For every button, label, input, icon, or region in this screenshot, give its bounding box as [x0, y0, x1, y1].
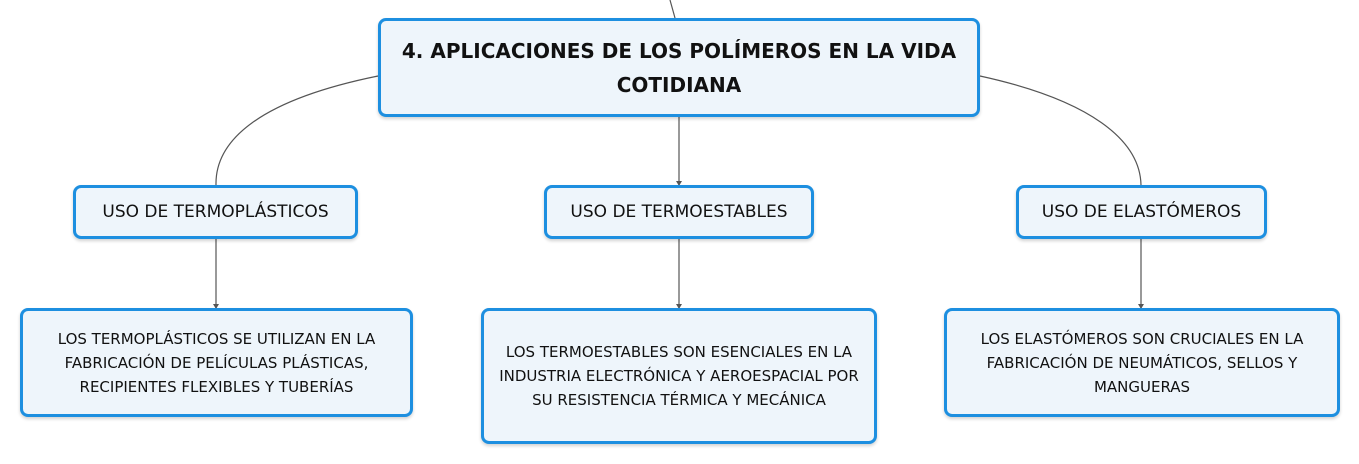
detail-thermosets-text: LOS TERMOESTABLES SON ESENCIALES EN LA INDUSTRIA ELECTRÓNICA Y AEROESPACIAL POR SU RESISTENCIA TÉRMICA Y MECÁNICA: [499, 343, 859, 409]
detail-elastomers-text: LOS ELASTÓMEROS SON CRUCIALES EN LA FABRICACIÓN DE NEUMÁTICOS, SELLOS Y MANGUERAS: [980, 329, 1304, 396]
topic-elastomers[interactable]: [1016, 185, 1267, 239]
connector-parent-to-root: [670, 0, 675, 18]
detail-thermoplastics-text: LOS TERMOPLÁSTICOS SE UTILIZAN EN LA FABRICACIÓN DE PELÍCULAS PLÁSTICAS, RECIPIENTES FLEXIBLES Y TUBERÍAS: [57, 329, 376, 396]
detail-elastomers[interactable]: [944, 308, 1340, 417]
root-topic[interactable]: [378, 18, 980, 117]
topic-elastomers-label: USO DE ELASTÓMEROS: [1041, 202, 1242, 222]
detail-thermoplastics[interactable]: [20, 308, 413, 417]
topic-thermosets-label: USO DE TERMOESTABLES: [570, 202, 788, 222]
connector-root-to-elastomers: [980, 76, 1141, 185]
topic-thermoplastics-label: USO DE TERMOPLÁSTICOS: [102, 202, 329, 222]
detail-thermosets[interactable]: [481, 308, 877, 444]
topic-thermosets[interactable]: [544, 185, 814, 239]
topic-thermoplastics[interactable]: [73, 185, 358, 239]
root-topic-label: 4. APLICACIONES DE LOS POLÍMEROS EN LA VIDA COTIDIANA: [401, 38, 957, 97]
connector-root-to-thermoplastics: [216, 76, 378, 185]
